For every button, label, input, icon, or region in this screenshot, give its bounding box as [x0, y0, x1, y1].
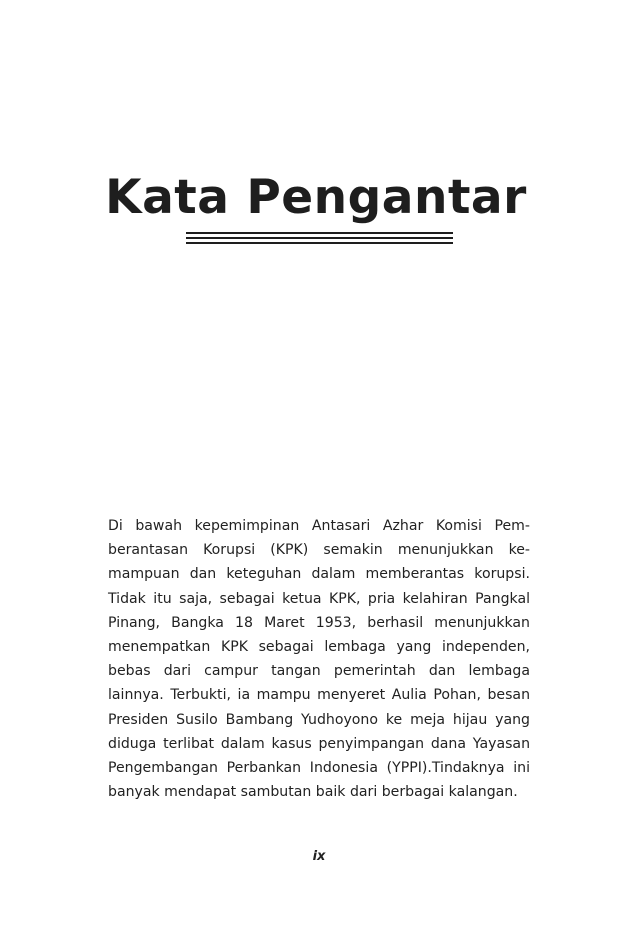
body-line: Di bawah kepemimpinan Antasari Azhar Komisi Pem-: [108, 518, 530, 534]
body-line: banyak mendapat sambutan baik dari berbagai kalangan.: [108, 784, 518, 801]
body-line: bebas dari campur tangan pemerintah dan lembaga: [108, 663, 530, 680]
body-line: lainnya. Terbukti, ia mampu menyeret Aulia Pohan, besan: [108, 687, 530, 704]
body-line: menempatkan KPK sebagai lembaga yang independen,: [108, 639, 530, 656]
body-line: Pinang, Bangka 18 Maret 1953, berhasil menunjukkan: [108, 614, 530, 631]
page-number: ix: [312, 849, 326, 864]
title-underline-rule-3: [186, 242, 453, 244]
body-line: Presiden Susilo Bambang Yudhoyono ke meja hijau yang: [108, 711, 530, 728]
body-line: Pengembangan Perbankan Indonesia (YPPI).Tindaknya ini: [108, 760, 530, 777]
body-paragraph: [108, 514, 530, 804]
body-line: mampuan dan keteguhan dalam memberantas korupsi.: [108, 566, 530, 583]
body-line: diduga terlibat dalam kasus penyimpangan dana Yayasan: [108, 735, 530, 752]
title-underline-rule-1: [186, 232, 453, 234]
page-title: Kata Pengantar: [105, 170, 527, 225]
body-line: berantasan Korupsi (KPK) semakin menunjukkan ke-: [108, 542, 530, 559]
title-underline-rule-2: [186, 237, 453, 239]
body-line: Tidak itu saja, sebagai ketua KPK, pria kelahiran Pangkal: [108, 590, 530, 607]
